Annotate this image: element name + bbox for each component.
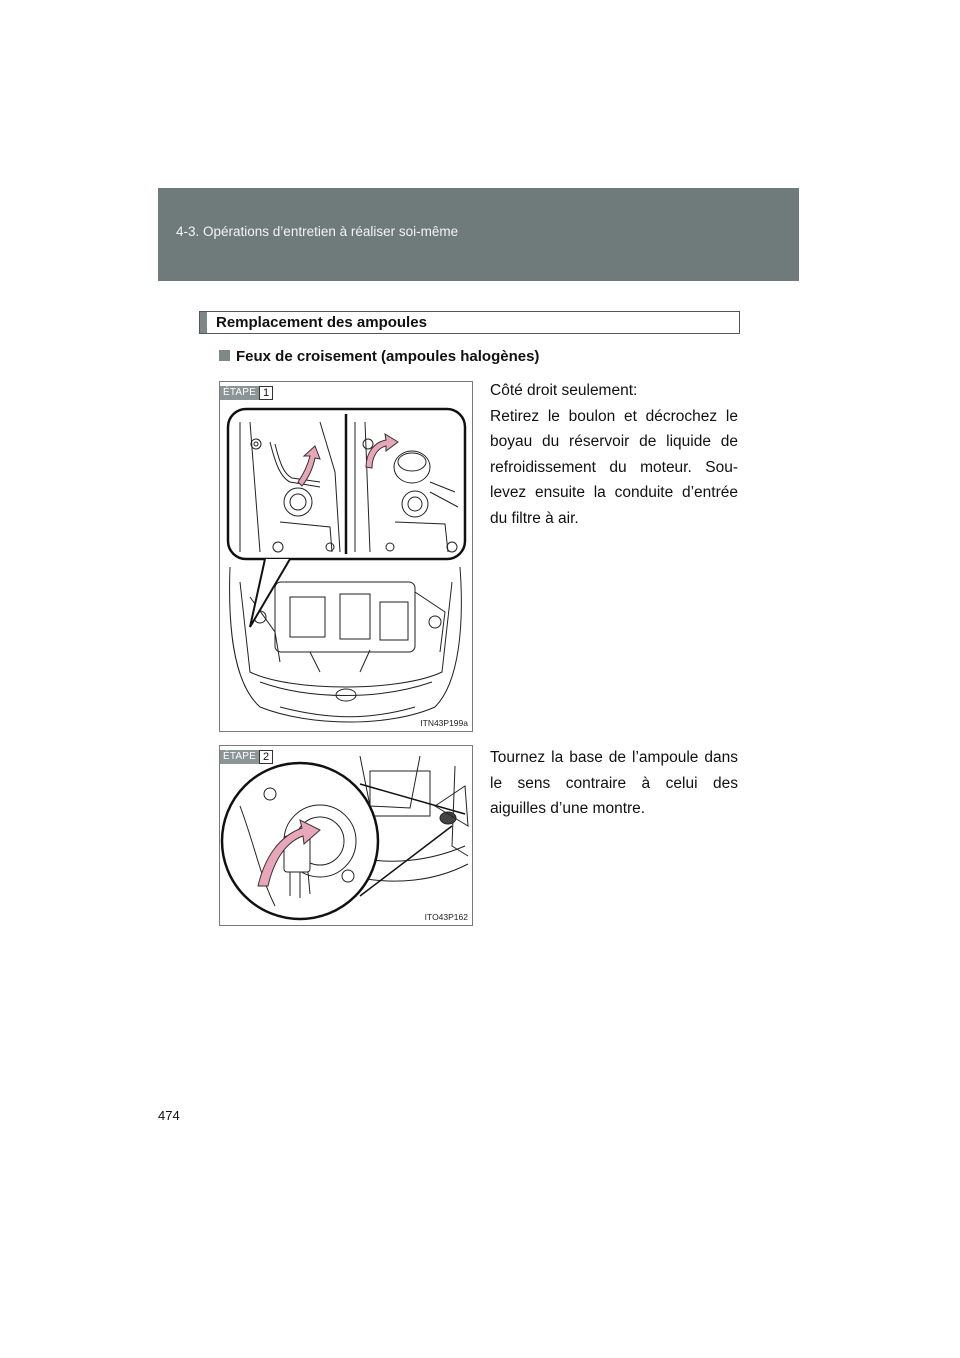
- engine-bay-illustration: [220, 382, 472, 731]
- square-bullet-icon: [219, 350, 230, 361]
- step-1-text: [490, 378, 738, 531]
- step-2-text: [490, 745, 738, 822]
- section-heading-box: [199, 311, 740, 334]
- step-2-line: Tournez la base de l’ampoule dans le sens contraire à celui des aiguilles d’une montre.: [490, 749, 738, 817]
- chapter-header-band: [158, 188, 799, 281]
- step-1-line: Côté droit seulement:: [490, 382, 638, 399]
- step-2-figure: [219, 745, 473, 926]
- step-badge: ÉTAPE 2: [220, 750, 273, 764]
- headlight-bulb-illustration: [220, 746, 472, 925]
- figure-code: ITN43P199a: [420, 718, 468, 728]
- subsection-title: Feux de croisement (ampoules halogènes): [236, 348, 540, 365]
- subsection-heading: [219, 348, 539, 365]
- section-title: Remplacement des ampoules: [216, 314, 427, 331]
- step-badge: ÉTAPE 1: [220, 386, 273, 400]
- chapter-title: 4-3. Opérations d’entretien à réaliser soi-même: [176, 224, 459, 239]
- page-number: 474: [158, 1108, 180, 1123]
- section-accent-bar: [200, 312, 207, 333]
- step-1-line: Retirez le boulon et décrochez le boyau du réservoir de liquide de refroidissement du moteur. Sou-levez ensuite la conduite d’entrée du filtre à air.: [490, 407, 738, 527]
- figure-code: ITO43P162: [424, 912, 468, 922]
- step-1-figure: [219, 381, 473, 732]
